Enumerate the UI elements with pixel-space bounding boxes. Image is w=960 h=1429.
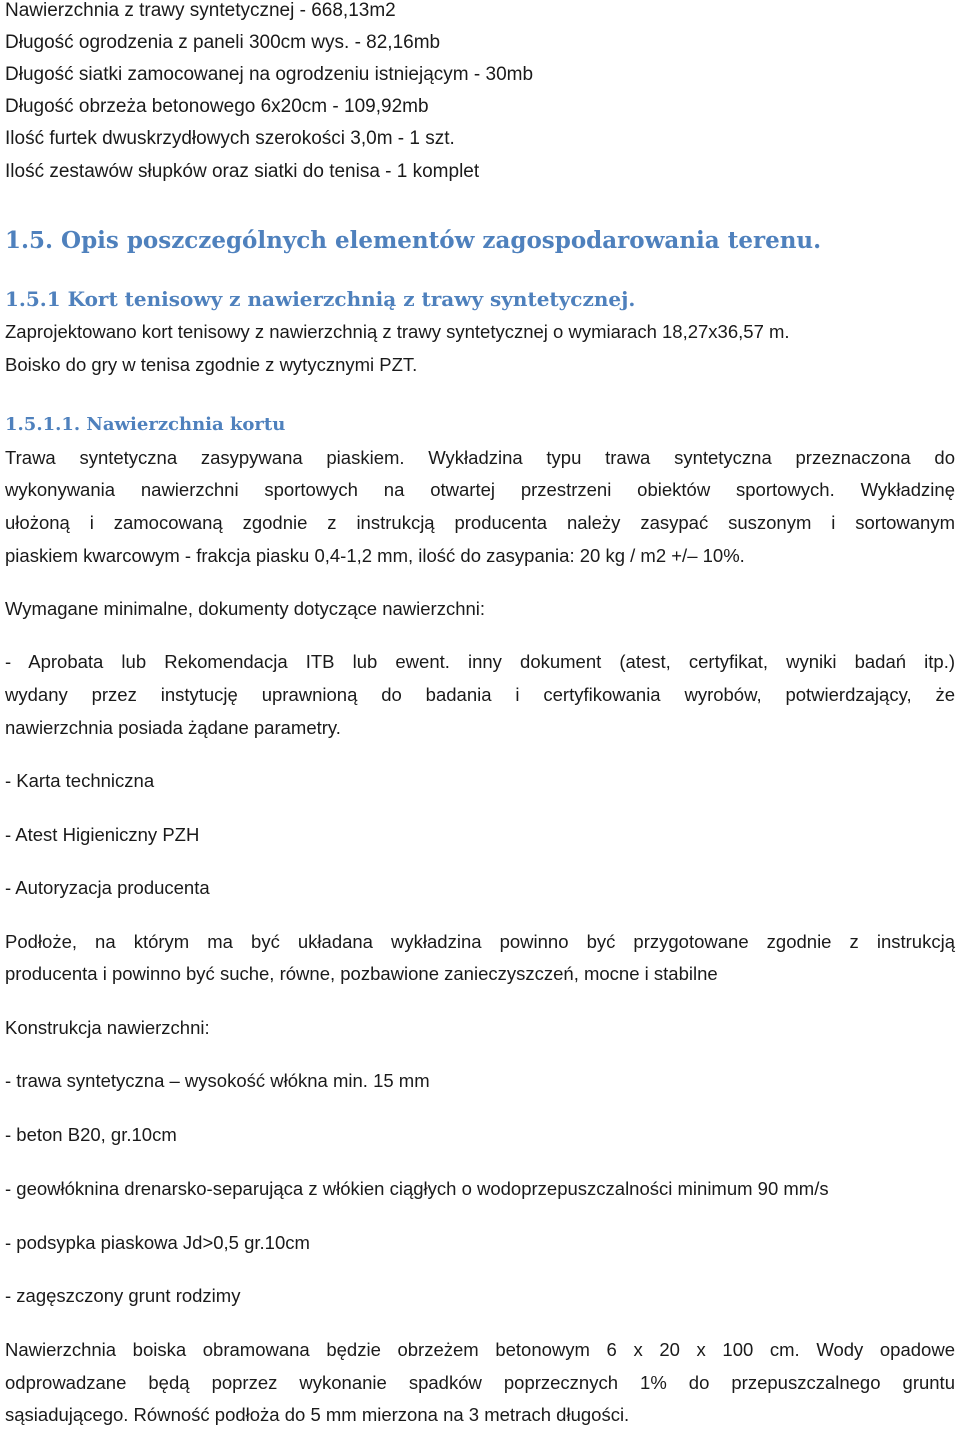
summary-item: Ilość furtek dwuskrzydłowych szerokości 3,0m - 1 szt. bbox=[5, 128, 455, 149]
paragraph-line: sąsiadującego. Równość podłoża do 5 mm mierzona na 3 metrach długości. bbox=[5, 1404, 630, 1425]
construction-list-item: - beton B20, gr.10cm bbox=[5, 1124, 177, 1145]
paragraph-line: ułożoną i zamocowaną zgodnie z instrukcją producenta należy zasypać suszonym i sortowanym bbox=[5, 512, 955, 533]
summary-item: Nawierzchnia z trawy syntetycznej - 668,13m2 bbox=[5, 0, 396, 21]
paragraph-line: wydany przez instytucję uprawnioną do badania i certyfikowania wyrobów, potwierdzający, że bbox=[5, 684, 955, 705]
documents-list-item: - Atest Higieniczny PZH bbox=[5, 824, 200, 845]
documents-list-item: - Autoryzacja producenta bbox=[5, 877, 210, 898]
paragraph-line: nawierzchnia posiada żądane parametry. bbox=[5, 717, 341, 738]
section-heading-1-5: 1.5. Opis poszczególnych elementów zagospodarowania terenu. bbox=[5, 227, 822, 254]
summary-item: Długość siatki zamocowanej na ogrodzeniu istniejącym - 30mb bbox=[5, 64, 534, 85]
construction-intro: Konstrukcja nawierzchni: bbox=[5, 1017, 210, 1038]
construction-list-item: - trawa syntetyczna – wysokość włókna min. 15 mm bbox=[5, 1070, 430, 1091]
paragraph-line: odprowadzane będą poprzez wykonanie spadków poprzecznych 1% do przepuszczalnego gruntu bbox=[5, 1372, 955, 1393]
documents-list-item: - Karta techniczna bbox=[5, 770, 155, 791]
construction-list-item: - zagęszczony grunt rodzimy bbox=[5, 1285, 241, 1306]
paragraph-line: wykonywania nawierzchni sportowych na otwartej przestrzeni obiektów sportowych. Wykładzinę bbox=[5, 479, 955, 500]
construction-list-item: - geowłóknina drenarsko-separująca z włókien ciągłych o wodoprzepuszczalności minimum 90 mm/s bbox=[5, 1178, 829, 1199]
body-line: Boisko do gry w tenisa zgodnie z wytycznymi PZT. bbox=[5, 354, 418, 375]
paragraph-line: Nawierzchnia boiska obramowana będzie obrzeżem betonowym 6 x 20 x 100 cm. Wody opadowe bbox=[5, 1339, 955, 1360]
summary-item: Ilość zestawów słupków oraz siatki do tenisa - 1 komplet bbox=[5, 161, 480, 182]
summary-item: Długość obrzeża betonowego 6x20cm - 109,92mb bbox=[5, 96, 429, 117]
paragraph-line: piaskiem kwarcowym - frakcja piasku 0,4-1,2 mm, ilość do zasypania: 20 kg / m2 +/– 10%. bbox=[5, 545, 745, 566]
body-line: Zaprojektowano kort tenisowy z nawierzchnią z trawy syntetycznej o wymiarach 18,27x36,57 m. bbox=[5, 321, 790, 342]
paragraph-line: Trawa syntetyczna zasypywana piaskiem. Wykładzina typu trawa syntetyczna przeznaczona do bbox=[5, 447, 955, 468]
section-heading-1-5-1: 1.5.1 Kort tenisowy z nawierzchnią z trawy syntetycznej. bbox=[5, 287, 636, 311]
construction-list-item: - podsypka piaskowa Jd>0,5 gr.10cm bbox=[5, 1232, 310, 1253]
summary-item: Długość ogrodzenia z paneli 300cm wys. - 82,16mb bbox=[5, 32, 441, 53]
paragraph-line: - Aprobata lub Rekomendacja ITB lub ewent. inny dokument (atest, certyfikat, wyniki badań itp.) bbox=[5, 651, 955, 672]
paragraph-line: Podłoże, na którym ma być układana wykładzina powinno być przygotowane zgodnie z instrukcją bbox=[5, 931, 955, 952]
section-heading-1-5-1-1: 1.5.1.1. Nawierzchnia kortu bbox=[5, 414, 286, 435]
paragraph-line: producenta i powinno być suche, równe, pozbawione zanieczyszczeń, mocne i stabilne bbox=[5, 963, 718, 984]
documents-intro: Wymagane minimalne, dokumenty dotyczące nawierzchni: bbox=[5, 598, 486, 619]
